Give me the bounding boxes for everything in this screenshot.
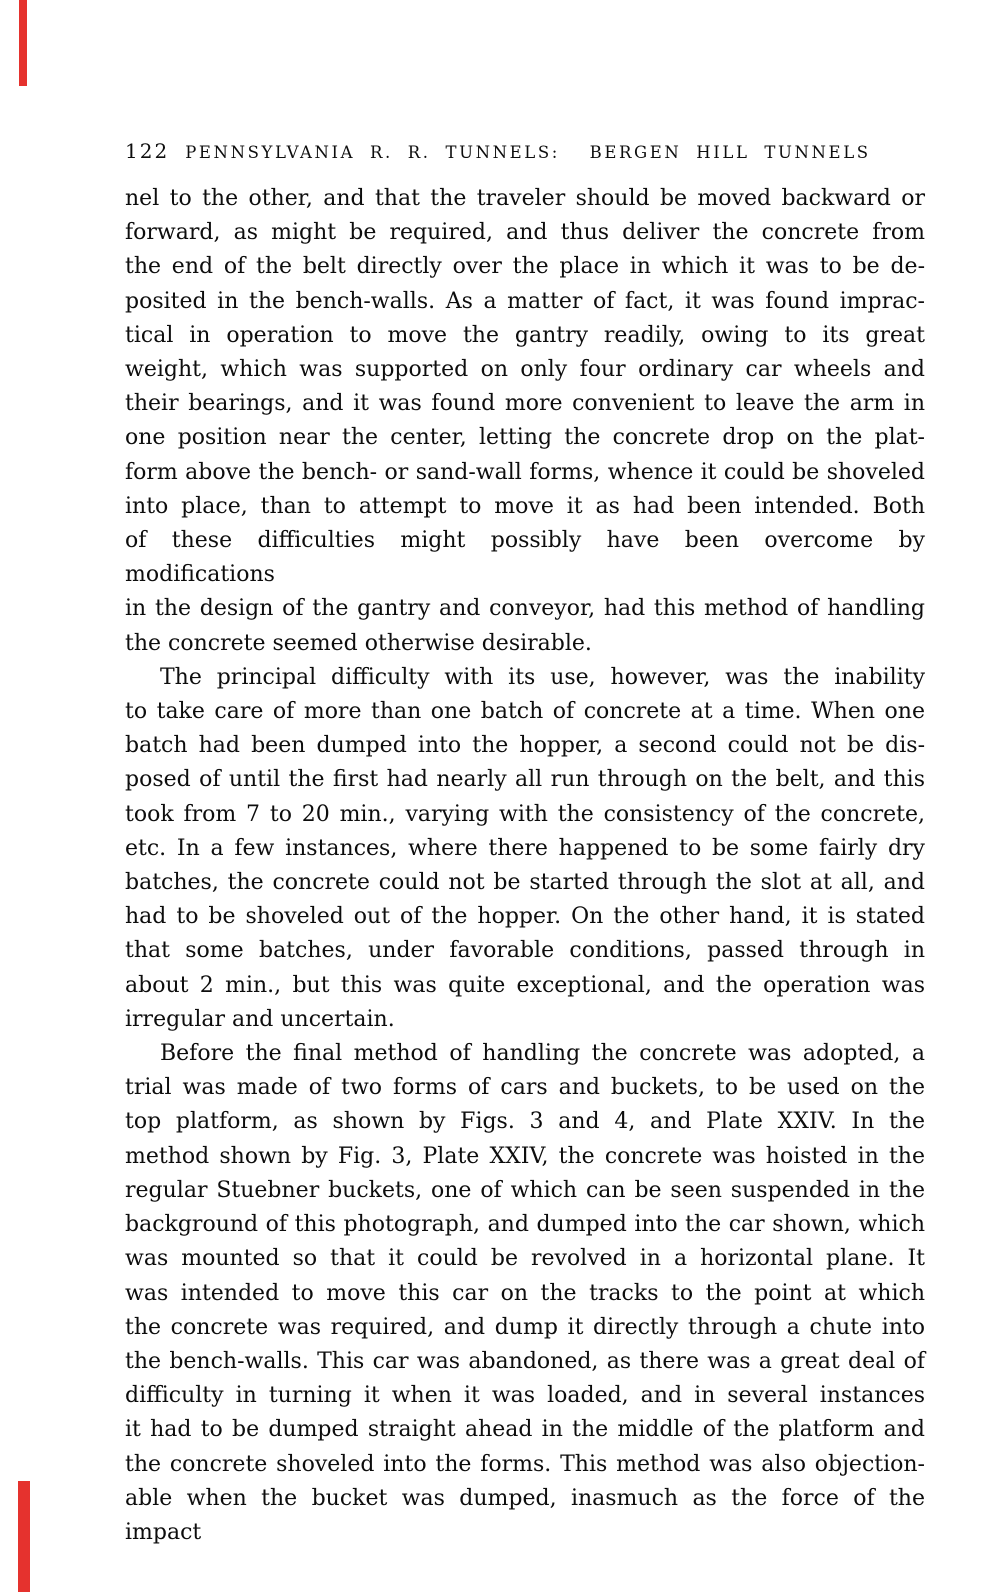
page-number: 122 (125, 139, 170, 163)
text-line: the concrete seemed otherwise desirable. (125, 630, 592, 656)
text-line: difficulty in turning it when it was loaded, and in several instances (125, 1383, 925, 1409)
text-line: able when the bucket was dumped, inasmuch as the force of the impact (125, 1485, 925, 1545)
text-line: in the design of the gantry and conveyor, had this method of handling (125, 596, 925, 622)
text-line: to take care of more than one batch of concrete at a time. When one (125, 699, 925, 725)
running-head (125, 139, 925, 163)
text-line: took from 7 to 20 min., varying with the consistency of the concrete, (125, 801, 925, 827)
text-line: the end of the belt directly over the place in which it was to be de- (125, 254, 925, 280)
text-line: weight, which was supported on only four ordinary car wheels and (125, 357, 925, 383)
text-line: form above the bench- or sand-wall forms, whence it could be shoveled (125, 459, 925, 485)
red-scan-mark-top (19, 0, 27, 86)
body-text (125, 182, 925, 1550)
text-line: their bearings, and it was found more convenient to leave the arm in (125, 391, 925, 417)
text-line: of these difficulties might possibly have been overcome by modifications (125, 528, 925, 588)
text-line: nel to the other, and that the traveler should be moved backward or (125, 186, 925, 211)
text-line: had to be shoveled out of the hopper. On the other hand, it is stated (125, 904, 925, 930)
text-line: the bench-walls. This car was abandoned, as there was a great deal of (125, 1348, 925, 1374)
text-line: the concrete was required, and dump it directly through a chute into (125, 1314, 925, 1340)
running-head-title: PENNSYLVANIA R. R. TUNNELS: BERGEN HILL TUNNELS (185, 143, 871, 162)
text-line: was mounted so that it could be revolved in a horizontal plane. It (125, 1246, 925, 1272)
text-line: tical in operation to move the gantry readily, owing to its great (125, 322, 925, 348)
text-line: it had to be dumped straight ahead in the middle of the platform and (125, 1417, 925, 1443)
red-scan-mark-bottom (18, 1481, 30, 1592)
text-line: into place, than to attempt to move it as had been intended. Both (125, 493, 925, 519)
text-line: method shown by Fig. 3, Plate XXIV, the concrete was hoisted in the (125, 1143, 925, 1169)
text-line: one position near the center, letting the concrete drop on the plat- (125, 425, 925, 451)
text-line: irregular and uncertain. (125, 1006, 395, 1032)
text-line: posited in the bench-walls. As a matter of fact, it was found imprac- (125, 288, 925, 314)
text-line: batch had been dumped into the hopper, a second could not be dis- (125, 733, 925, 759)
text-line: regular Stuebner buckets, one of which can be seen suspended in the (125, 1177, 925, 1203)
text-line: The principal difficulty with its use, however, was the inability (160, 664, 925, 690)
text-line: trial was made of two forms of cars and buckets, to be used on the (125, 1075, 925, 1101)
text-line: background of this photograph, and dumped into the car shown, which (125, 1212, 925, 1238)
text-line: etc. In a few instances, where there happened to be some fairly dry (125, 835, 925, 861)
text-line: Before the final method of handling the concrete was adopted, a (160, 1041, 925, 1067)
text-line: about 2 min., but this was quite exceptional, and the operation was (125, 972, 925, 998)
text-line: was intended to move this car on the tracks to the point at which (125, 1280, 925, 1306)
text-line: top platform, as shown by Figs. 3 and 4, and Plate XXIV. In the (125, 1109, 925, 1135)
text-line: that some batches, under favorable conditions, passed through in (125, 938, 925, 964)
text-line: posed of until the first had nearly all run through on the belt, and this (125, 767, 925, 793)
text-line: forward, as might be required, and thus deliver the concrete from (125, 220, 925, 246)
text-line: the concrete shoveled into the forms. This method was also objection- (125, 1451, 925, 1477)
text-line: batches, the concrete could not be started through the slot at all, and (125, 870, 925, 896)
